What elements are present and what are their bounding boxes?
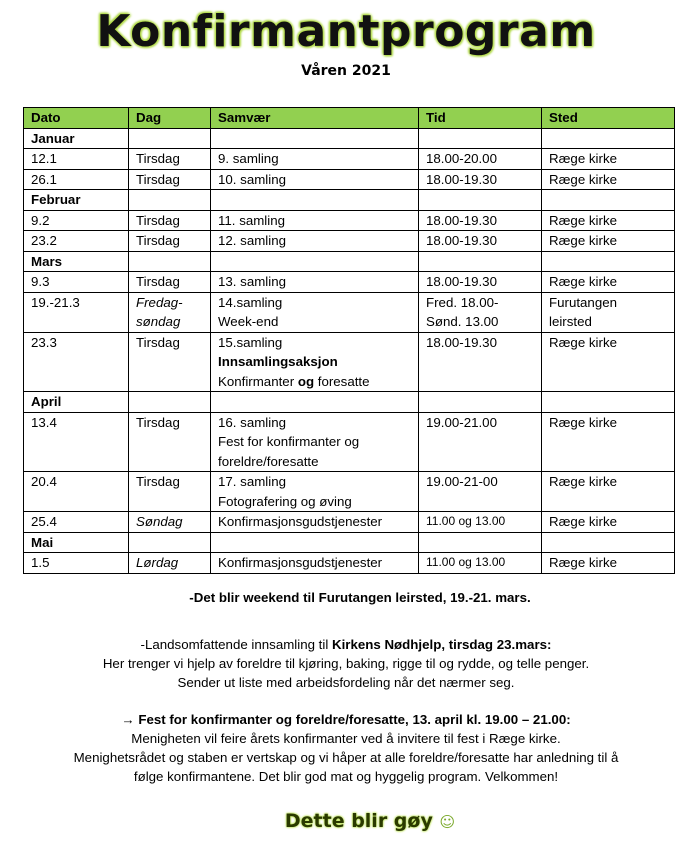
cell-sted	[542, 292, 675, 332]
table-row	[24, 231, 675, 252]
text-segment: -Landsomfattende innsamling til	[140, 637, 332, 652]
cell-sted: Ræge kirke	[542, 149, 675, 170]
header-sted: Sted	[542, 108, 675, 129]
cell-samvaer-line: Fotografering og øving	[218, 493, 352, 509]
month-row-januar	[24, 128, 675, 149]
cell-samvaer: 11. samling	[211, 210, 419, 231]
cell-dato: 26.1	[24, 169, 129, 190]
cell-dato: 23.3	[24, 332, 129, 392]
table-row	[24, 169, 675, 190]
cell-dag	[129, 292, 211, 332]
month-row-februar	[24, 190, 675, 211]
cell-dato: 12.1	[24, 149, 129, 170]
cell-dag: Tirsdag	[129, 272, 211, 293]
cell-samvaer-line: 15.samling	[218, 334, 283, 350]
party-note-line3: Menighetsrådet og staben er vertskap og vi håper at alle foreldre/foresatte har anledning til å	[73, 750, 619, 765]
cell-tid: 19.00-21.00	[419, 412, 542, 472]
text-segment: Konfirmanter	[218, 373, 298, 389]
cell-dag: Tirsdag	[129, 412, 211, 472]
table-row	[24, 210, 675, 231]
cell-dag: Tirsdag	[129, 231, 211, 252]
cell-samvaer-line: Week-end	[218, 314, 279, 329]
cell-samvaer: 9. samling	[211, 149, 419, 170]
cell-sted: Ræge kirke	[542, 512, 675, 533]
month-row-mars	[24, 251, 675, 272]
collection-note-line3: Sender ut liste med arbeidsfordeling når det nærmer seg.	[177, 675, 515, 690]
cell-samvaer	[211, 292, 419, 332]
cell-tid: 11.00 og 13.00	[419, 512, 542, 533]
table-row	[24, 332, 675, 392]
cell-dato: 9.3	[24, 272, 129, 293]
month-label: Mars	[24, 251, 129, 272]
cell-samvaer-line	[218, 372, 418, 392]
cell-sted-line: leirsted	[549, 314, 592, 329]
cell-tid: 18.00-19.30	[419, 169, 542, 190]
cell-sted: Ræge kirke	[542, 231, 675, 252]
page-title: Konfirmantprogram	[96, 6, 596, 57]
cell-samvaer: 10. samling	[211, 169, 419, 190]
cell-sted: Ræge kirke	[542, 169, 675, 190]
party-note-line4: følge konfirmantene. Det blir god mat og hyggelig program. Velkommen!	[133, 769, 559, 784]
cell-dag: Lørdag	[129, 553, 211, 574]
cell-dag: Tirsdag	[129, 472, 211, 512]
month-row-mai	[24, 532, 675, 553]
cell-dato: 9.2	[24, 210, 129, 231]
cell-samvaer: Konfirmasjonsgudstjenester	[211, 553, 419, 574]
cell-sted: Ræge kirke	[542, 553, 675, 574]
cell-dato: 19.-21.3	[24, 292, 129, 332]
cell-samvaer-line: 14.samling	[218, 294, 283, 310]
cell-dato: 1.5	[24, 553, 129, 574]
cell-samvaer: 13. samling	[211, 272, 419, 293]
table-row	[24, 412, 675, 472]
cell-samvaer	[211, 472, 419, 512]
collection-note-line1	[0, 635, 692, 654]
cell-sted: Ræge kirke	[542, 210, 675, 231]
cell-dag-line: søndag	[136, 314, 181, 329]
month-row-april	[24, 392, 675, 413]
arrow-icon: →	[121, 712, 135, 727]
cell-tid-line: Fred. 18.00-	[426, 294, 499, 310]
cell-dato: 25.4	[24, 512, 129, 533]
table-header-row	[24, 108, 675, 129]
footer-text: Dette blir gøy	[284, 810, 440, 832]
cell-dag-line: Fredag-	[136, 294, 183, 310]
cell-dag: Tirsdag	[129, 169, 211, 190]
cell-samvaer	[211, 332, 419, 392]
header-samvaer: Samvær	[211, 108, 419, 129]
cell-samvaer-line: foreldre/foresatte	[218, 453, 319, 469]
table-row	[24, 553, 675, 574]
notes-section	[0, 588, 692, 786]
cell-dato: 20.4	[24, 472, 129, 512]
smiley-icon: ☺	[439, 813, 456, 831]
cell-samvaer-line: Fest for konfirmanter og	[218, 434, 360, 449]
cell-tid: 18.00-19.30	[419, 332, 542, 392]
cell-dag: Søndag	[129, 512, 211, 533]
cell-samvaer: 12. samling	[211, 231, 419, 252]
text-segment-bold: og	[297, 373, 315, 389]
cell-tid: 18.00-19.30	[419, 231, 542, 252]
cell-tid: 11.00 og 13.00	[419, 553, 542, 574]
schedule-table	[23, 107, 675, 574]
cell-samvaer-line: Innsamlingsaksjon	[218, 354, 338, 369]
cell-samvaer: Konfirmasjonsgudstjenester	[211, 512, 419, 533]
table-row	[24, 272, 675, 293]
weekend-note: -Det blir weekend til Furutangen leirsted, 19.-21. mars.	[189, 590, 531, 605]
cell-sted: Ræge kirke	[542, 272, 675, 293]
cell-tid: 18.00-20.00	[419, 149, 542, 170]
cell-sted: Ræge kirke	[542, 472, 675, 512]
month-label: Februar	[24, 190, 129, 211]
cell-dato: 13.4	[24, 412, 129, 472]
header-tid: Tid	[419, 108, 542, 129]
table-row	[24, 472, 675, 512]
cell-dag: Tirsdag	[129, 149, 211, 170]
cell-samvaer	[211, 412, 419, 472]
cell-dag: Tirsdag	[129, 210, 211, 231]
text-segment-bold: Kirkens Nødhjelp, tirsdag 23.mars:	[331, 637, 552, 652]
cell-dato: 23.2	[24, 231, 129, 252]
table-row	[24, 512, 675, 533]
month-label: Januar	[24, 128, 129, 149]
cell-samvaer-line: 16. samling	[218, 414, 286, 430]
cell-tid-line: Sønd. 13.00	[426, 314, 499, 329]
party-note-line2: Menigheten vil feire årets konfirmanter ved å invitere til fest i Ræge kirke.	[131, 731, 561, 746]
header-dag: Dag	[129, 108, 211, 129]
cell-tid: 19.00-21-00	[419, 472, 542, 512]
text-segment-bold: Fest for konfirmanter og foreldre/foresatte, 13. april kl. 19.00 – 21.00:	[134, 712, 571, 727]
cell-samvaer-line: 17. samling	[218, 474, 286, 489]
month-label: April	[24, 392, 129, 413]
cell-tid	[419, 292, 542, 332]
cell-sted-line: Furutangen	[549, 294, 618, 310]
month-label: Mai	[24, 532, 129, 553]
table-row	[24, 149, 675, 170]
table-row	[24, 292, 675, 332]
cell-sted: Ræge kirke	[542, 332, 675, 392]
collection-note-line2: Her trenger vi hjelp av foreldre til kjøring, baking, rigge til og rydde, og telle penger.	[102, 656, 590, 671]
cell-sted: Ræge kirke	[542, 412, 675, 472]
cell-tid: 18.00-19.30	[419, 210, 542, 231]
cell-tid: 18.00-19.30	[419, 272, 542, 293]
header-dato: Dato	[24, 108, 129, 129]
cell-dag: Tirsdag	[129, 332, 211, 392]
page-subtitle: Våren 2021	[301, 63, 391, 79]
party-heading	[0, 710, 692, 729]
text-segment: foresatte	[314, 373, 370, 389]
footer-slogan	[0, 810, 692, 832]
